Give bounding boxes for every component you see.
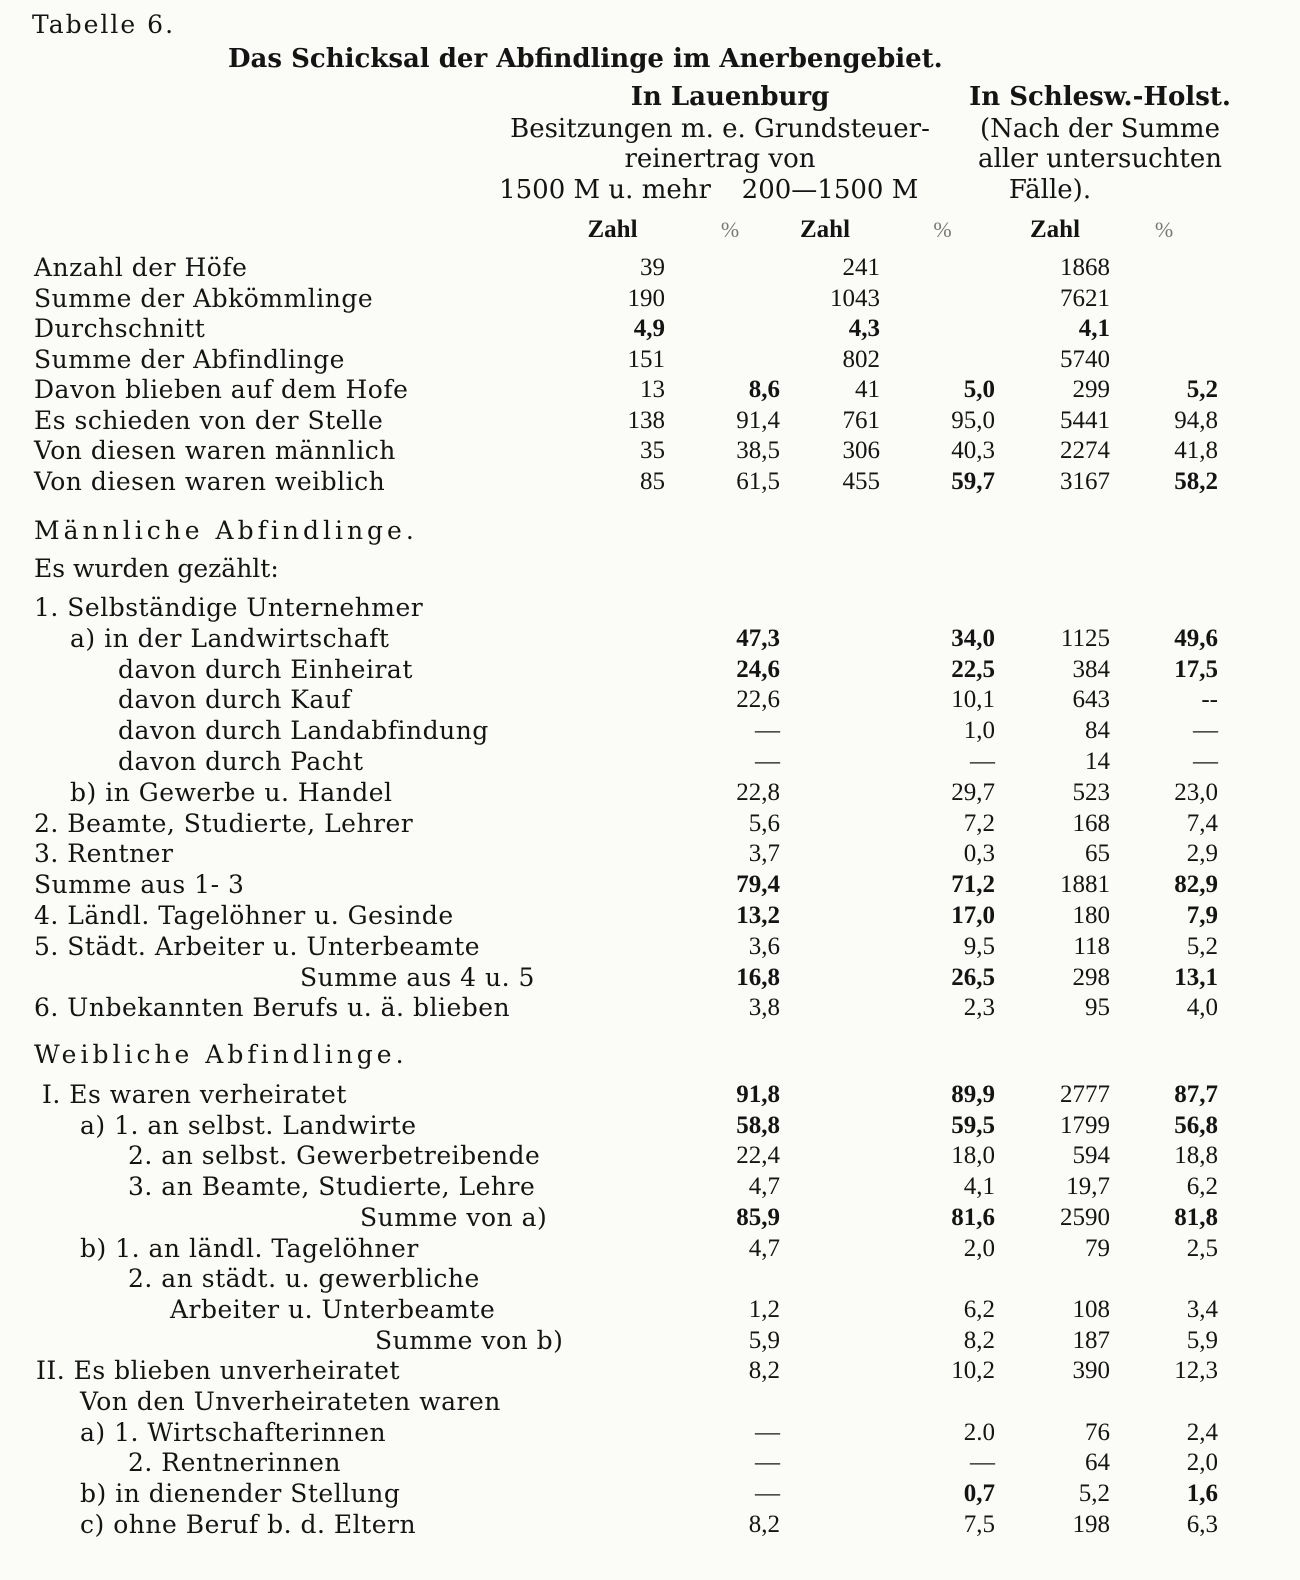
table-row xyxy=(0,901,1300,931)
count-cell: 1043 xyxy=(830,284,880,312)
table-row xyxy=(0,1387,1300,1417)
count-cell: 1868 xyxy=(1060,254,1110,281)
row-label: I. Es waren verheiratet xyxy=(42,1080,347,1109)
count-cell: 802 xyxy=(842,345,880,373)
count-cell: 35 xyxy=(640,437,665,464)
count-cell: 108 xyxy=(1072,1295,1110,1323)
row-label: Von den Unverheirateten waren xyxy=(80,1387,501,1416)
table-row xyxy=(0,1080,1300,1110)
row-label: davon durch Einheirat xyxy=(118,654,413,684)
count-cell: 455 xyxy=(842,467,880,495)
table-row xyxy=(0,932,1300,962)
count-cell: 14 xyxy=(1085,748,1110,775)
percent-cell: 9,5 xyxy=(963,932,995,960)
row-label: b) 1. an ländl. Tagelöhner xyxy=(80,1233,419,1263)
percent-cell: 87,7 xyxy=(1174,1081,1218,1108)
row-label: c) ohne Beruf b. d. Eltern xyxy=(80,1509,417,1539)
row-label: Von diesen waren männlich xyxy=(34,436,396,465)
count-cell: 187 xyxy=(1072,1326,1110,1354)
table-row xyxy=(0,436,1300,466)
percent-cell: 10,2 xyxy=(951,1357,995,1385)
percent-cell: 4,7 xyxy=(748,1173,780,1201)
count-cell: 298 xyxy=(1072,963,1110,991)
col-header-pct: % xyxy=(933,217,952,242)
percent-cell: 2,0 xyxy=(963,1234,995,1262)
table-row xyxy=(0,284,1300,314)
percent-cell: 8,6 xyxy=(748,376,780,403)
col-header-pct: % xyxy=(1154,217,1174,242)
percent-cell: — xyxy=(1193,748,1218,775)
percent-cell: 16,8 xyxy=(736,963,780,991)
percent-cell: 22,4 xyxy=(736,1142,780,1170)
table-row xyxy=(0,685,1300,715)
row-label: Arbeiter u. Unterbeamte xyxy=(170,1294,496,1324)
table-row xyxy=(0,1172,1300,1202)
count-cell: 4,9 xyxy=(633,315,665,342)
row-label: Summe aus 4 u. 5 xyxy=(300,962,535,992)
lauenburg-subtitle-1: Besitzungen m. e. Grundsteuer- xyxy=(510,114,930,144)
percent-cell: 8,2 xyxy=(748,1510,780,1538)
percent-cell: 3,7 xyxy=(748,840,780,868)
count-cell: 7621 xyxy=(1060,284,1110,312)
count-cell: 594 xyxy=(1072,1142,1110,1170)
table-row xyxy=(0,593,1300,623)
percent-cell: 41,8 xyxy=(1174,437,1218,464)
percent-cell: 47,3 xyxy=(736,624,780,652)
count-cell: 5,2 xyxy=(1078,1480,1110,1508)
row-label: Summe der Abkömmlinge xyxy=(34,283,374,313)
percent-cell: — xyxy=(755,1418,780,1446)
table-row xyxy=(0,1111,1300,1141)
row-label: 4. Ländl. Tagelöhner u. Gesinde xyxy=(34,901,454,930)
row-label: 2. an städt. u. gewerbliche xyxy=(128,1264,480,1294)
lauenburg-title: In Lauenburg xyxy=(630,82,830,112)
count-cell: 643 xyxy=(1072,686,1110,714)
count-cell: 2274 xyxy=(1060,437,1110,464)
count-cell: 390 xyxy=(1072,1357,1110,1385)
count-cell: 84 xyxy=(1085,717,1110,745)
count-cell: 41 xyxy=(855,376,880,403)
row-label: II. Es blieben unverheiratet xyxy=(36,1356,401,1386)
count-cell: 64 xyxy=(1085,1449,1110,1477)
table-row xyxy=(0,1448,1300,1478)
row-label: Summe von b) xyxy=(375,1325,564,1355)
table-row xyxy=(0,963,1300,993)
percent-cell: 95,0 xyxy=(951,406,995,434)
row-label: 3. an Beamte, Studierte, Lehre xyxy=(128,1172,536,1202)
percent-cell: — xyxy=(970,748,995,775)
table-row xyxy=(0,1418,1300,1448)
row-label: 5. Städt. Arbeiter u. Unterbeamte xyxy=(34,931,481,961)
table-row xyxy=(0,716,1300,746)
percent-cell: 2,9 xyxy=(1186,840,1218,868)
count-cell: 241 xyxy=(842,254,880,281)
count-cell: 39 xyxy=(640,254,665,281)
percent-cell: 5,9 xyxy=(1186,1326,1218,1354)
count-cell: 138 xyxy=(627,406,665,434)
percent-cell: 29,7 xyxy=(951,778,995,806)
count-cell: 1799 xyxy=(1060,1111,1110,1139)
count-cell: 5740 xyxy=(1060,345,1110,373)
percent-cell: 1,2 xyxy=(748,1295,780,1323)
percent-cell: 22,8 xyxy=(736,778,780,806)
percent-cell: 49,6 xyxy=(1174,624,1218,652)
percent-cell: 4,7 xyxy=(748,1234,780,1262)
percent-cell: 34,0 xyxy=(951,624,995,652)
count-cell: 384 xyxy=(1072,655,1110,683)
count-cell: 761 xyxy=(842,406,880,434)
table-row xyxy=(0,993,1300,1023)
percent-cell: 10,1 xyxy=(951,686,995,714)
female-section-title: Weibliche Abfindlinge. xyxy=(34,1040,408,1069)
column-header-row xyxy=(0,215,1300,245)
table-row xyxy=(0,467,1300,497)
sh-title: In Schlesw.-Holst. xyxy=(969,82,1231,112)
percent-cell: 82,9 xyxy=(1174,871,1218,899)
percent-cell: 85,9 xyxy=(736,1203,780,1231)
percent-cell: 3,4 xyxy=(1186,1295,1218,1323)
table-row xyxy=(0,253,1300,283)
count-cell: 19,7 xyxy=(1066,1173,1110,1201)
percent-cell: 89,9 xyxy=(951,1081,995,1108)
row-label: Summe von a) xyxy=(360,1202,548,1232)
percent-cell: 24,6 xyxy=(736,655,780,683)
count-cell: 299 xyxy=(1072,376,1110,403)
percent-cell: 2,3 xyxy=(963,994,995,1022)
col-header-pct: % xyxy=(720,217,740,242)
percent-cell: 0,7 xyxy=(963,1480,995,1508)
percent-cell: — xyxy=(1193,717,1218,745)
percent-cell: 3,6 xyxy=(748,932,780,960)
table-row xyxy=(0,1510,1300,1540)
percent-cell: 5,9 xyxy=(748,1326,780,1354)
row-label: 3. Rentner xyxy=(34,839,174,869)
row-label: davon durch Pacht xyxy=(118,747,364,776)
row-label: davon durch Landabfindung xyxy=(118,716,489,746)
percent-cell: 26,5 xyxy=(951,963,995,991)
row-label: Durchschnitt xyxy=(34,314,206,343)
row-label: 1. Selbständige Unternehmer xyxy=(34,593,424,622)
row-label: Es schieden von der Stelle xyxy=(34,405,384,435)
percent-cell: 12,3 xyxy=(1174,1357,1218,1385)
count-cell: 76 xyxy=(1085,1418,1110,1446)
percent-cell: 56,8 xyxy=(1174,1111,1218,1139)
table-row xyxy=(0,1326,1300,1356)
percent-cell: 5,0 xyxy=(963,376,995,403)
percent-cell: 8,2 xyxy=(748,1357,780,1385)
table-row xyxy=(0,1295,1300,1325)
count-cell: 85 xyxy=(640,467,665,495)
percent-cell: — xyxy=(970,1449,995,1477)
percent-cell: 91,8 xyxy=(736,1081,780,1108)
table-row xyxy=(0,1356,1300,1386)
table-row xyxy=(0,870,1300,900)
row-label: Summe der Abfindlinge xyxy=(34,344,345,374)
row-label: a) 1. Wirtschafterinnen xyxy=(80,1417,387,1447)
percent-cell: 17,5 xyxy=(1174,655,1218,683)
percent-cell: 5,2 xyxy=(1186,932,1218,960)
count-cell: 198 xyxy=(1072,1510,1110,1538)
table-row xyxy=(0,1203,1300,1233)
percent-cell: 1,6 xyxy=(1186,1480,1218,1508)
percent-cell: 58,8 xyxy=(736,1111,780,1139)
count-cell: 2777 xyxy=(1060,1081,1110,1108)
count-cell: 118 xyxy=(1073,932,1110,960)
percent-cell: 1,0 xyxy=(963,717,995,745)
row-label: b) in dienender Stellung xyxy=(80,1479,401,1509)
col-header-zahl: Zahl xyxy=(1029,216,1081,243)
percent-cell: 22,6 xyxy=(736,686,780,714)
count-cell: 306 xyxy=(842,437,880,464)
row-label: davon durch Kauf xyxy=(118,685,352,715)
percent-cell: 13,1 xyxy=(1174,963,1218,991)
row-label: Von diesen waren weiblich xyxy=(34,466,386,496)
percent-cell: 91,4 xyxy=(736,406,780,434)
row-label: Summe aus 1- 3 xyxy=(34,870,245,900)
count-cell: 5441 xyxy=(1060,406,1110,434)
group-header-200-1500: 200—1500 M xyxy=(741,175,919,205)
percent-cell: 38,5 xyxy=(736,437,780,464)
row-label: b) in Gewerbe u. Handel xyxy=(70,777,393,807)
percent-cell: 5,6 xyxy=(748,809,780,837)
table-row xyxy=(0,1234,1300,1264)
percent-cell: 13,2 xyxy=(736,902,780,929)
count-cell: 65 xyxy=(1085,840,1110,868)
percent-cell: 59,5 xyxy=(951,1111,995,1139)
percent-cell: 2.0 xyxy=(963,1418,995,1446)
table-label: Tabelle 6. xyxy=(32,10,176,39)
row-label: a) 1. an selbst. Landwirte xyxy=(80,1110,417,1140)
count-cell: 4,3 xyxy=(848,315,880,342)
percent-cell: 6,2 xyxy=(1186,1173,1218,1201)
lauenburg-subtitle-2: reinertrag von xyxy=(624,144,816,174)
percent-cell: 59,7 xyxy=(951,467,995,495)
count-cell: 4,1 xyxy=(1078,315,1110,342)
percent-cell: 58,2 xyxy=(1174,467,1218,495)
percent-cell: 18,8 xyxy=(1174,1142,1218,1170)
count-cell: 168 xyxy=(1072,809,1110,837)
table-row xyxy=(0,809,1300,839)
sh-subtitle-1: (Nach der Summe xyxy=(980,114,1220,144)
count-cell: 523 xyxy=(1072,778,1110,806)
percent-cell: — xyxy=(755,717,780,745)
percent-cell: 7,4 xyxy=(1186,809,1218,837)
table-row xyxy=(0,1479,1300,1509)
row-label: Anzahl der Höfe xyxy=(34,253,248,282)
percent-cell: 23,0 xyxy=(1174,778,1218,806)
count-cell: 180 xyxy=(1072,902,1110,929)
table-row xyxy=(0,1264,1300,1294)
percent-cell: 7,2 xyxy=(963,809,995,837)
table-row xyxy=(0,314,1300,344)
table-row xyxy=(0,345,1300,375)
table-row xyxy=(0,778,1300,808)
count-cell: 190 xyxy=(627,284,665,312)
count-cell: 1125 xyxy=(1060,624,1110,652)
row-label: a) in der Landwirtschaft xyxy=(70,623,390,653)
percent-cell: 71,2 xyxy=(951,871,995,899)
percent-cell: 4,1 xyxy=(963,1173,995,1201)
percent-cell: 94,8 xyxy=(1174,406,1218,434)
percent-cell: 40,3 xyxy=(951,437,995,464)
percent-cell: 4,0 xyxy=(1186,994,1218,1022)
percent-cell: 2,5 xyxy=(1186,1234,1218,1262)
table-row xyxy=(0,747,1300,777)
table-row xyxy=(0,1141,1300,1171)
male-section-title: Männliche Abfindlinge. xyxy=(34,516,418,545)
percent-cell: 81,6 xyxy=(951,1203,995,1231)
percent-cell: — xyxy=(755,1480,780,1508)
table-row xyxy=(0,839,1300,869)
row-label: 2. an selbst. Gewerbetreibende xyxy=(128,1141,541,1171)
percent-cell: 7,5 xyxy=(963,1510,995,1538)
count-cell: 3167 xyxy=(1060,467,1110,495)
percent-cell: 81,8 xyxy=(1174,1203,1218,1231)
percent-cell: 6,2 xyxy=(963,1295,995,1323)
sh-subtitle-3: Fälle). xyxy=(1008,175,1092,205)
percent-cell: 17,0 xyxy=(951,902,995,929)
table-row xyxy=(0,624,1300,654)
col-header-zahl: Zahl xyxy=(799,216,851,243)
table-title: Das Schicksal der Abfindlinge im Anerbengebiet. xyxy=(228,44,943,74)
table-row xyxy=(0,406,1300,436)
percent-cell: 5,2 xyxy=(1186,376,1218,403)
count-cell: 1881 xyxy=(1060,871,1110,899)
row-label: 2. Rentnerinnen xyxy=(128,1448,342,1478)
percent-cell: 3,8 xyxy=(748,994,780,1022)
percent-cell: 6,3 xyxy=(1186,1510,1218,1538)
col-header-zahl: Zahl xyxy=(587,216,638,243)
percent-cell: — xyxy=(755,748,780,775)
count-cell: 13 xyxy=(640,376,665,403)
percent-cell: 22,5 xyxy=(951,655,995,683)
percent-cell: -- xyxy=(1201,686,1218,714)
percent-cell: 7,9 xyxy=(1186,902,1218,929)
count-cell: 151 xyxy=(627,345,665,373)
count-cell: 79 xyxy=(1085,1234,1110,1262)
male-section-subtitle: Es wurden gezählt: xyxy=(34,554,279,583)
table-row xyxy=(0,375,1300,405)
row-label: Davon blieben auf dem Hofe xyxy=(34,375,409,404)
percent-cell: 61,5 xyxy=(736,467,780,495)
table-row xyxy=(0,655,1300,685)
count-cell: 2590 xyxy=(1060,1203,1110,1231)
percent-cell: — xyxy=(755,1449,780,1477)
percent-cell: 0,3 xyxy=(963,840,995,868)
sh-subtitle-2: aller untersuchten xyxy=(978,144,1222,174)
percent-cell: 18,0 xyxy=(951,1142,995,1170)
row-label: 6. Unbekannten Berufs u. ä. blieben xyxy=(34,993,511,1023)
percent-cell: 8,2 xyxy=(963,1326,995,1354)
percent-cell: 2,4 xyxy=(1186,1418,1218,1446)
percent-cell: 79,4 xyxy=(736,871,780,899)
percent-cell: 2,0 xyxy=(1186,1449,1218,1477)
count-cell: 95 xyxy=(1085,994,1110,1022)
row-label: 2. Beamte, Studierte, Lehrer xyxy=(34,808,414,838)
group-header-1500: 1500 M u. mehr xyxy=(499,175,711,205)
